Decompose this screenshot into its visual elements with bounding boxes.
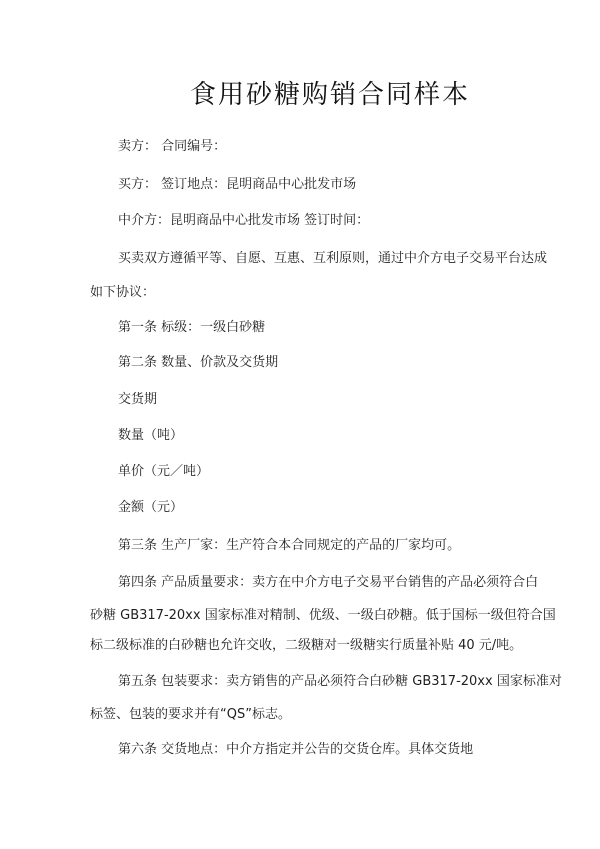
article-5-line-2: 标签、包装的要求并有“QS”标志。 bbox=[90, 707, 291, 722]
unit-price-label: 单价（元／吨） bbox=[118, 464, 210, 479]
article-4-line-2: 砂糖 GB317-20xx 国家标准对精制、优级、一级白砂糖。低于国标一级但符合国 bbox=[90, 608, 556, 623]
amount-label: 金额（元） bbox=[118, 500, 184, 515]
article-2: 第二条 数量、价款及交货期 bbox=[118, 355, 279, 370]
article-5-line-1: 第五条 包装要求：卖方销售的产品必须符合白砂糖 GB317-20xx 国家标准对 bbox=[118, 674, 562, 689]
buyer-line: 买方： 签订地点：昆明商品中心批发市场 bbox=[118, 177, 357, 192]
preamble-line-2: 如下协议： bbox=[90, 285, 156, 300]
seller-line: 卖方： 合同编号： bbox=[118, 139, 227, 154]
preamble-line-1: 买卖双方遵循平等、自愿、互惠、互利原则，通过中介方电子交易平台达成 bbox=[118, 251, 548, 266]
article-1: 第一条 标级：一级白砂糖 bbox=[118, 320, 266, 335]
intermediary-line: 中介方：昆明商品中心批发市场 签订时间： bbox=[118, 213, 370, 228]
delivery-period-label: 交货期 bbox=[118, 392, 158, 407]
article-4-line-1: 第四条 产品质量要求：卖方在中介方电子交易平台销售的产品必须符合白 bbox=[118, 575, 539, 590]
quantity-label: 数量（吨） bbox=[118, 428, 184, 443]
document-title: 食用砂糖购销合同样本 bbox=[189, 80, 470, 110]
article-6: 第六条 交货地点：中介方指定并公告的交货仓库。具体交货地 bbox=[118, 742, 474, 757]
article-4-line-3: 标二级标准的白砂糖也允许交收，二级糖对一级糖实行质量补贴 40 元/吨。 bbox=[90, 638, 523, 653]
article-3: 第三条 生产厂家：生产符合本合同规定的产品的厂家均可。 bbox=[118, 538, 461, 553]
